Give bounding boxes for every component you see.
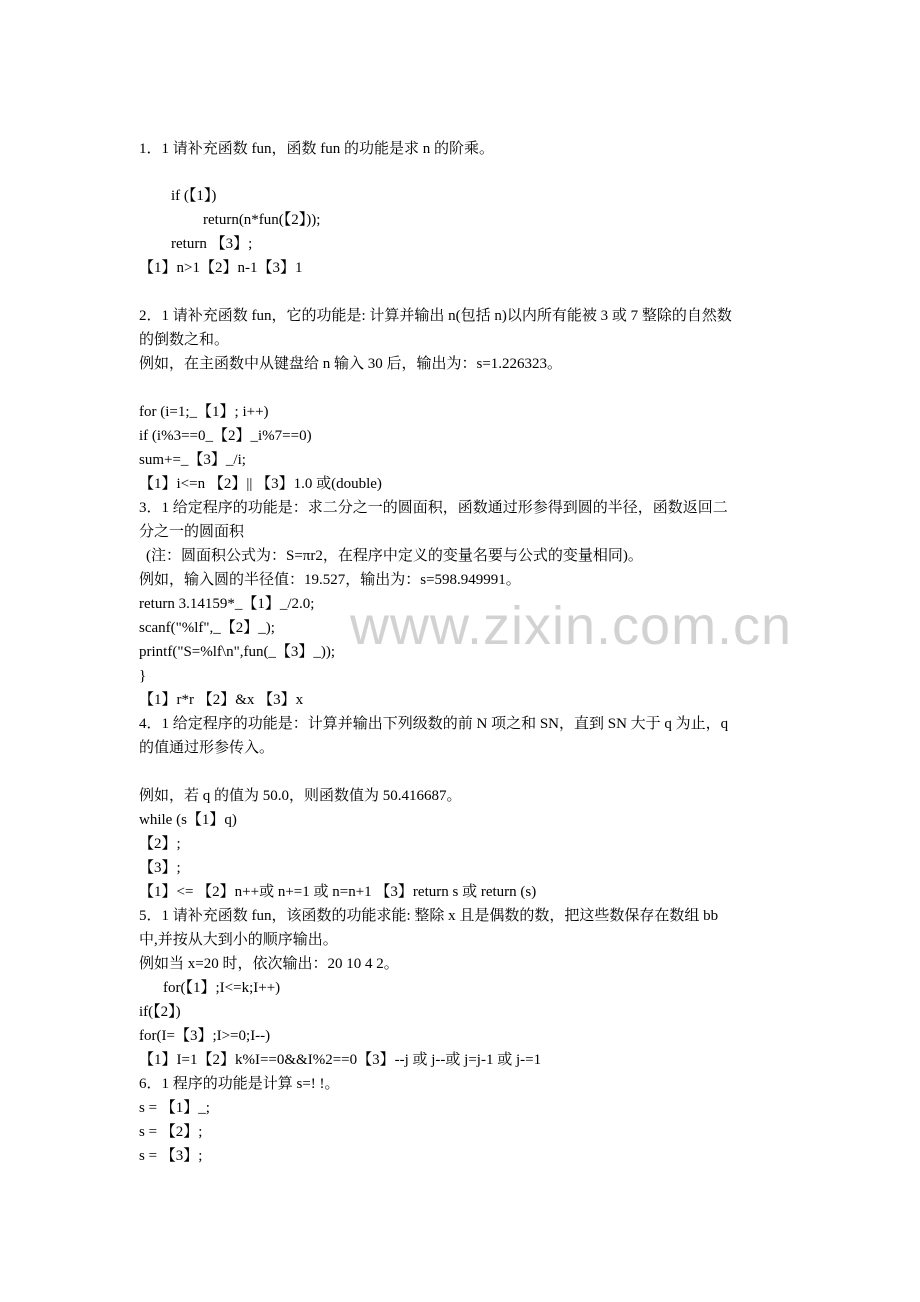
q2-example: 例如，在主函数中从键盘给 n 输入 30 后，输出为：s=1.226323。 xyxy=(139,356,563,372)
q6-title: 6．1 程序的功能是计算 s=! !。 xyxy=(139,1076,340,1092)
q1-answer: 【1】n>1【2】n-1【3】1 xyxy=(139,260,303,276)
q1-code-line: if (【1】) xyxy=(171,188,217,204)
q5-answer: 【1】I=1【2】k%I==0&&I%2==0【3】--j 或 j--或 j=j-1 或 j-=1 xyxy=(139,1052,542,1068)
q5-title-cont: 中,并按从大到小的顺序输出。 xyxy=(139,932,338,948)
q2-code-line: for (i=1;_【1】; i++) xyxy=(139,404,269,420)
q3-code-line: } xyxy=(139,668,147,684)
q3-note: (注：圆面积公式为：S=πr2，在程序中定义的变量名要与公式的变量相同)。 xyxy=(146,548,643,564)
q4-example: 例如，若 q 的值为 50.0，则函数值为 50.416687。 xyxy=(139,788,462,804)
q3-code-line: scanf("%lf",_【2】_); xyxy=(139,620,275,636)
q4-answer: 【1】<= 【2】n++或 n+=1 或 n=n+1 【3】return s 或 return (s) xyxy=(139,884,537,900)
q4-title-cont: 的值通过形参传入。 xyxy=(139,740,275,756)
q2-title-cont: 的倒数之和。 xyxy=(139,332,230,348)
watermark: www.zixin.com.cn xyxy=(350,596,793,656)
q5-title: 5．1 请补充函数 fun，该函数的功能求能: 整除 x 且是偶数的数，把这些数保存在数组 bb xyxy=(139,908,719,924)
q5-code-line: if(【2】) xyxy=(139,1004,181,1020)
q4-code-line: while (s【1】q) xyxy=(139,812,237,828)
q2-title: 2．1 请补充函数 fun，它的功能是: 计算并输出 n(包括 n)以内所有能被 3 或 7 整除的自然数 xyxy=(139,308,732,324)
q5-code-line: for(I=【3】;I>=0;I--) xyxy=(139,1028,271,1044)
q2-answer: 【1】i<=n 【2】|| 【3】1.0 或(double) xyxy=(139,476,382,492)
q6-code-line: s = 【2】; xyxy=(139,1124,203,1140)
q3-code-line: printf("S=%lf\n",fun(_【3】_)); xyxy=(139,644,336,660)
q2-code-line: if (i%3==0_【2】_i%7==0) xyxy=(139,428,312,444)
q4-code-line: 【3】; xyxy=(139,860,181,876)
q6-code-line: s = 【3】; xyxy=(139,1148,203,1164)
q5-example: 例如当 x=20 时，依次输出：20 10 4 2。 xyxy=(139,956,399,972)
q1-code-line: return 【3】; xyxy=(171,236,253,252)
q3-title: 3．1 给定程序的功能是：求二分之一的圆面积，函数通过形参得到圆的半径，函数返回二 xyxy=(139,500,728,516)
q1-code-line: return(n*fun(【2】)); xyxy=(203,212,321,228)
q5-code-line: for(【1】;I<=k;I++) xyxy=(163,980,281,996)
q2-code-line: sum+=_【3】_/i; xyxy=(139,452,246,468)
q3-answer: 【1】r*r 【2】&x 【3】x xyxy=(139,692,304,708)
q4-code-line: 【2】; xyxy=(139,836,181,852)
q3-title-cont: 分之一的圆面积 xyxy=(139,524,245,540)
q3-example: 例如，输入圆的半径值：19.527，输出为：s=598.949991。 xyxy=(139,572,521,588)
q1-title: 1．1 请补充函数 fun，函数 fun 的功能是求 n 的阶乘。 xyxy=(139,141,494,157)
q6-code-line: s = 【1】_; xyxy=(139,1100,210,1116)
q3-code-line: return 3.14159*_【1】_/2.0; xyxy=(139,596,315,612)
q4-title: 4．1 给定程序的功能是：计算并输出下列级数的前 N 项之和 SN，直到 SN 大于 q 为止，q xyxy=(139,716,729,732)
